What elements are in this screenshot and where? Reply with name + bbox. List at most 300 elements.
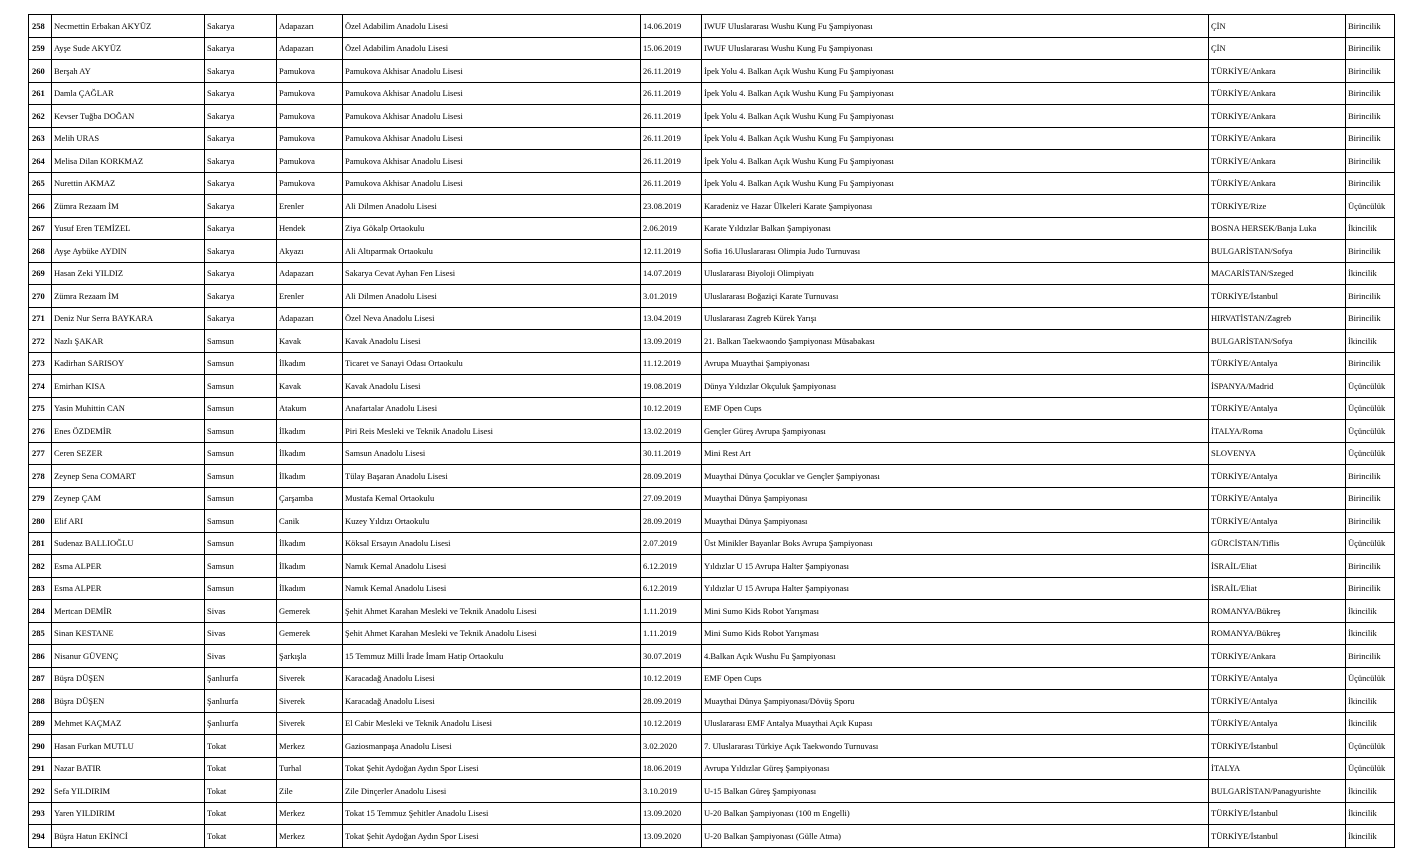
province-cell: Tokat bbox=[205, 780, 277, 803]
date-cell: 13.04.2019 bbox=[641, 307, 702, 330]
date-cell: 26.11.2019 bbox=[641, 172, 702, 195]
location-cell: TÜRKİYE/Antalya bbox=[1209, 690, 1346, 713]
province-cell: Sivas bbox=[205, 645, 277, 668]
table-row bbox=[29, 510, 1395, 533]
location-cell: TÜRKİYE/Ankara bbox=[1209, 127, 1346, 150]
table-row bbox=[29, 487, 1395, 510]
province-cell: Sakarya bbox=[205, 37, 277, 60]
school-cell: Özel Neva Anadolu Lisesi bbox=[343, 307, 641, 330]
location-cell: TÜRKİYE/Ankara bbox=[1209, 82, 1346, 105]
location-cell: TÜRKİYE/Antalya bbox=[1209, 487, 1346, 510]
competition-cell: Avrupa Muaythai Şampiyonası bbox=[702, 352, 1209, 375]
results-table bbox=[28, 14, 1395, 848]
row-number-cell: 285 bbox=[29, 622, 52, 645]
table-row bbox=[29, 240, 1395, 263]
date-cell: 2.06.2019 bbox=[641, 217, 702, 240]
date-cell: 13.09.2019 bbox=[641, 330, 702, 353]
rank-cell: Birincilik bbox=[1346, 37, 1395, 60]
location-cell: TÜRKİYE/Antalya bbox=[1209, 352, 1346, 375]
province-cell: Tokat bbox=[205, 735, 277, 758]
rank-cell: Birincilik bbox=[1346, 105, 1395, 128]
table-row bbox=[29, 397, 1395, 420]
district-cell: Şarkışla bbox=[277, 645, 343, 668]
table-row bbox=[29, 15, 1395, 38]
table-row bbox=[29, 532, 1395, 555]
student-name-cell: Ayşe Sude AKYÜZ bbox=[52, 37, 205, 60]
district-cell: İlkadım bbox=[277, 442, 343, 465]
district-cell: Gemerek bbox=[277, 622, 343, 645]
rank-cell: İkincilik bbox=[1346, 690, 1395, 713]
student-name-cell: Nisanur GÜVENÇ bbox=[52, 645, 205, 668]
table-row bbox=[29, 802, 1395, 825]
competition-cell: Muaythai Dünya Çocuklar ve Gençler Şampiyonası bbox=[702, 465, 1209, 488]
date-cell: 26.11.2019 bbox=[641, 60, 702, 83]
student-name-cell: Büşra DÜŞEN bbox=[52, 690, 205, 713]
province-cell: Samsun bbox=[205, 510, 277, 533]
rank-cell: Üçüncülük bbox=[1346, 397, 1395, 420]
rank-cell: İkincilik bbox=[1346, 622, 1395, 645]
rank-cell: Birincilik bbox=[1346, 285, 1395, 308]
province-cell: Samsun bbox=[205, 442, 277, 465]
school-cell: Samsun Anadolu Lisesi bbox=[343, 442, 641, 465]
table-row bbox=[29, 37, 1395, 60]
school-cell: Ticaret ve Sanayi Odası Ortaokulu bbox=[343, 352, 641, 375]
school-cell: Tokat Şehit Aydoğan Aydın Spor Lisesi bbox=[343, 825, 641, 848]
district-cell: Erenler bbox=[277, 195, 343, 218]
table-body bbox=[29, 15, 1395, 848]
rank-cell: Birincilik bbox=[1346, 60, 1395, 83]
table-row bbox=[29, 375, 1395, 398]
table-row bbox=[29, 60, 1395, 83]
rank-cell: Birincilik bbox=[1346, 82, 1395, 105]
table-row bbox=[29, 667, 1395, 690]
district-cell: Siverek bbox=[277, 712, 343, 735]
student-name-cell: Nazlı ŞAKAR bbox=[52, 330, 205, 353]
competition-cell: Karate Yıldızlar Balkan Şampiyonası bbox=[702, 217, 1209, 240]
province-cell: Samsun bbox=[205, 465, 277, 488]
row-number-cell: 271 bbox=[29, 307, 52, 330]
school-cell: El Cabir Mesleki ve Teknik Anadolu Lisesi bbox=[343, 712, 641, 735]
location-cell: TÜRKİYE/Rize bbox=[1209, 195, 1346, 218]
date-cell: 11.12.2019 bbox=[641, 352, 702, 375]
table-row bbox=[29, 442, 1395, 465]
date-cell: 26.11.2019 bbox=[641, 105, 702, 128]
school-cell: Şehit Ahmet Karahan Mesleki ve Teknik Anadolu Lisesi bbox=[343, 622, 641, 645]
rank-cell: Üçüncülük bbox=[1346, 532, 1395, 555]
rank-cell: İkincilik bbox=[1346, 217, 1395, 240]
competition-cell: U-15 Balkan Güreş Şampiyonası bbox=[702, 780, 1209, 803]
school-cell: 15 Temmuz Milli İrade İmam Hatip Ortaokulu bbox=[343, 645, 641, 668]
location-cell: İSRAİL/Eliat bbox=[1209, 577, 1346, 600]
school-cell: Gaziosmanpaşa Anadolu Lisesi bbox=[343, 735, 641, 758]
competition-cell: U-20 Balkan Şampiyonası (100 m Engelli) bbox=[702, 802, 1209, 825]
rank-cell: İkincilik bbox=[1346, 712, 1395, 735]
district-cell: Akyazı bbox=[277, 240, 343, 263]
competition-cell: IWUF Uluslararası Wushu Kung Fu Şampiyonası bbox=[702, 37, 1209, 60]
competition-cell: Sofia 16.Uluslararası Olimpia Judo Turnuvası bbox=[702, 240, 1209, 263]
province-cell: Samsun bbox=[205, 487, 277, 510]
student-name-cell: Kevser Tuğba DOĞAN bbox=[52, 105, 205, 128]
school-cell: Zile Dinçerler Anadolu Lisesi bbox=[343, 780, 641, 803]
school-cell: Ziya Gökalp Ortaokulu bbox=[343, 217, 641, 240]
date-cell: 28.09.2019 bbox=[641, 510, 702, 533]
location-cell: TÜRKİYE/Antalya bbox=[1209, 667, 1346, 690]
student-name-cell: Ceren SEZER bbox=[52, 442, 205, 465]
date-cell: 28.09.2019 bbox=[641, 690, 702, 713]
row-number-cell: 270 bbox=[29, 285, 52, 308]
school-cell: Sakarya Cevat Ayhan Fen Lisesi bbox=[343, 262, 641, 285]
district-cell: Pamukova bbox=[277, 105, 343, 128]
rank-cell: Üçüncülük bbox=[1346, 375, 1395, 398]
row-number-cell: 279 bbox=[29, 487, 52, 510]
school-cell: Kavak Anadolu Lisesi bbox=[343, 330, 641, 353]
table-row bbox=[29, 330, 1395, 353]
table-row bbox=[29, 352, 1395, 375]
table-row bbox=[29, 622, 1395, 645]
location-cell: TÜRKİYE/İstanbul bbox=[1209, 825, 1346, 848]
district-cell: Pamukova bbox=[277, 150, 343, 173]
table-row bbox=[29, 262, 1395, 285]
district-cell: Hendek bbox=[277, 217, 343, 240]
rank-cell: Üçüncülük bbox=[1346, 757, 1395, 780]
date-cell: 14.07.2019 bbox=[641, 262, 702, 285]
district-cell: Merkez bbox=[277, 735, 343, 758]
school-cell: Pamukova Akhisar Anadolu Lisesi bbox=[343, 60, 641, 83]
competition-cell: 4.Balkan Açık Wushu Fu Şampiyonası bbox=[702, 645, 1209, 668]
student-name-cell: Sefa YILDIRIM bbox=[52, 780, 205, 803]
competition-cell: 21. Balkan Taekwaondo Şampiyonası Müsabakası bbox=[702, 330, 1209, 353]
row-number-cell: 262 bbox=[29, 105, 52, 128]
rank-cell: Birincilik bbox=[1346, 307, 1395, 330]
location-cell: ÇİN bbox=[1209, 15, 1346, 38]
table-row bbox=[29, 195, 1395, 218]
row-number-cell: 291 bbox=[29, 757, 52, 780]
district-cell: İlkadım bbox=[277, 555, 343, 578]
table-row bbox=[29, 735, 1395, 758]
school-cell: Namık Kemal Anadolu Lisesi bbox=[343, 577, 641, 600]
rank-cell: Birincilik bbox=[1346, 240, 1395, 263]
province-cell: Şanlıurfa bbox=[205, 690, 277, 713]
row-number-cell: 260 bbox=[29, 60, 52, 83]
school-cell: Şehit Ahmet Karahan Mesleki ve Teknik Anadolu Lisesi bbox=[343, 600, 641, 623]
district-cell: Siverek bbox=[277, 690, 343, 713]
date-cell: 26.11.2019 bbox=[641, 82, 702, 105]
competition-cell: Muaythai Dünya Şampiyonası/Dövüş Sporu bbox=[702, 690, 1209, 713]
location-cell: TÜRKİYE/Ankara bbox=[1209, 172, 1346, 195]
table-row bbox=[29, 825, 1395, 848]
rank-cell: Üçüncülük bbox=[1346, 735, 1395, 758]
row-number-cell: 294 bbox=[29, 825, 52, 848]
school-cell: Karacadağ Anadolu Lisesi bbox=[343, 667, 641, 690]
date-cell: 10.12.2019 bbox=[641, 667, 702, 690]
district-cell: Pamukova bbox=[277, 127, 343, 150]
district-cell: Erenler bbox=[277, 285, 343, 308]
student-name-cell: Emirhan KISA bbox=[52, 375, 205, 398]
row-number-cell: 288 bbox=[29, 690, 52, 713]
competition-cell: İpek Yolu 4. Balkan Açık Wushu Kung Fu Şampiyonası bbox=[702, 172, 1209, 195]
date-cell: 2.07.2019 bbox=[641, 532, 702, 555]
competition-cell: Karadeniz ve Hazar Ülkeleri Karate Şampiyonası bbox=[702, 195, 1209, 218]
location-cell: TÜRKİYE/İstanbul bbox=[1209, 735, 1346, 758]
school-cell: Kavak Anadolu Lisesi bbox=[343, 375, 641, 398]
student-name-cell: Necmettin Erbakan AKYÜZ bbox=[52, 15, 205, 38]
student-name-cell: Zeynep Sena COMART bbox=[52, 465, 205, 488]
province-cell: Samsun bbox=[205, 397, 277, 420]
row-number-cell: 278 bbox=[29, 465, 52, 488]
district-cell: Pamukova bbox=[277, 82, 343, 105]
district-cell: Adapazarı bbox=[277, 15, 343, 38]
district-cell: Zile bbox=[277, 780, 343, 803]
table-row bbox=[29, 285, 1395, 308]
table-row bbox=[29, 172, 1395, 195]
student-name-cell: Zeynep ÇAM bbox=[52, 487, 205, 510]
student-name-cell: Ayşe Aybüke AYDIN bbox=[52, 240, 205, 263]
school-cell: Anafartalar Anadolu Lisesi bbox=[343, 397, 641, 420]
row-number-cell: 284 bbox=[29, 600, 52, 623]
competition-cell: İpek Yolu 4. Balkan Açık Wushu Kung Fu Şampiyonası bbox=[702, 150, 1209, 173]
location-cell: ROMANYA/Bükreş bbox=[1209, 622, 1346, 645]
student-name-cell: Enes ÖZDEMİR bbox=[52, 420, 205, 443]
location-cell: TÜRKİYE/Antalya bbox=[1209, 465, 1346, 488]
district-cell: Turhal bbox=[277, 757, 343, 780]
row-number-cell: 266 bbox=[29, 195, 52, 218]
row-number-cell: 264 bbox=[29, 150, 52, 173]
location-cell: TÜRKİYE/Antalya bbox=[1209, 510, 1346, 533]
province-cell: Tokat bbox=[205, 757, 277, 780]
row-number-cell: 265 bbox=[29, 172, 52, 195]
row-number-cell: 277 bbox=[29, 442, 52, 465]
rank-cell: Birincilik bbox=[1346, 577, 1395, 600]
table-row bbox=[29, 600, 1395, 623]
province-cell: Şanlıurfa bbox=[205, 712, 277, 735]
rank-cell: Üçüncülük bbox=[1346, 667, 1395, 690]
date-cell: 1.11.2019 bbox=[641, 600, 702, 623]
location-cell: TÜRKİYE/Ankara bbox=[1209, 150, 1346, 173]
date-cell: 23.08.2019 bbox=[641, 195, 702, 218]
row-number-cell: 259 bbox=[29, 37, 52, 60]
district-cell: İlkadım bbox=[277, 352, 343, 375]
date-cell: 27.09.2019 bbox=[641, 487, 702, 510]
student-name-cell: Nazar BATIR bbox=[52, 757, 205, 780]
student-name-cell: Esma ALPER bbox=[52, 577, 205, 600]
district-cell: Merkez bbox=[277, 802, 343, 825]
student-name-cell: Sudenaz BALLIOĞLU bbox=[52, 532, 205, 555]
competition-cell: Muaythai Dünya Şampiyonası bbox=[702, 487, 1209, 510]
school-cell: Pamukova Akhisar Anadolu Lisesi bbox=[343, 82, 641, 105]
student-name-cell: Yusuf Eren TEMİZEL bbox=[52, 217, 205, 240]
district-cell: Siverek bbox=[277, 667, 343, 690]
location-cell: GÜRCİSTAN/Tiflis bbox=[1209, 532, 1346, 555]
rank-cell: Üçüncülük bbox=[1346, 442, 1395, 465]
rank-cell: İkincilik bbox=[1346, 825, 1395, 848]
school-cell: Tokat 15 Temmuz Şehitler Anadolu Lisesi bbox=[343, 802, 641, 825]
location-cell: HIRVATİSTAN/Zagreb bbox=[1209, 307, 1346, 330]
location-cell: TÜRKİYE/Ankara bbox=[1209, 105, 1346, 128]
location-cell: İTALYA/Roma bbox=[1209, 420, 1346, 443]
province-cell: Samsun bbox=[205, 420, 277, 443]
competition-cell: İpek Yolu 4. Balkan Açık Wushu Kung Fu Şampiyonası bbox=[702, 105, 1209, 128]
district-cell: İlkadım bbox=[277, 420, 343, 443]
date-cell: 12.11.2019 bbox=[641, 240, 702, 263]
location-cell: TÜRKİYE/Antalya bbox=[1209, 712, 1346, 735]
date-cell: 28.09.2019 bbox=[641, 465, 702, 488]
row-number-cell: 292 bbox=[29, 780, 52, 803]
table-row bbox=[29, 465, 1395, 488]
province-cell: Samsun bbox=[205, 577, 277, 600]
rank-cell: İkincilik bbox=[1346, 780, 1395, 803]
competition-cell: Yıldızlar U 15 Avrupa Halter Şampiyonası bbox=[702, 555, 1209, 578]
student-name-cell: Hasan Zeki YILDIZ bbox=[52, 262, 205, 285]
school-cell: Mustafa Kemal Ortaokulu bbox=[343, 487, 641, 510]
rank-cell: Birincilik bbox=[1346, 555, 1395, 578]
date-cell: 15.06.2019 bbox=[641, 37, 702, 60]
competition-cell: Muaythai Dünya Şampiyonası bbox=[702, 510, 1209, 533]
date-cell: 3.10.2019 bbox=[641, 780, 702, 803]
student-name-cell: Melisa Dilan KORKMAZ bbox=[52, 150, 205, 173]
competition-cell: EMF Open Cups bbox=[702, 667, 1209, 690]
province-cell: Sakarya bbox=[205, 105, 277, 128]
table-row bbox=[29, 307, 1395, 330]
student-name-cell: Hasan Furkan MUTLU bbox=[52, 735, 205, 758]
rank-cell: Birincilik bbox=[1346, 127, 1395, 150]
district-cell: Adapazarı bbox=[277, 307, 343, 330]
row-number-cell: 258 bbox=[29, 15, 52, 38]
rank-cell: Birincilik bbox=[1346, 487, 1395, 510]
table-row bbox=[29, 127, 1395, 150]
row-number-cell: 276 bbox=[29, 420, 52, 443]
date-cell: 13.09.2020 bbox=[641, 802, 702, 825]
location-cell: İTALYA bbox=[1209, 757, 1346, 780]
competition-cell: U-20 Balkan Şampiyonası (Gülle Atma) bbox=[702, 825, 1209, 848]
row-number-cell: 274 bbox=[29, 375, 52, 398]
competition-cell: Mini Rest Art bbox=[702, 442, 1209, 465]
district-cell: Merkez bbox=[277, 825, 343, 848]
school-cell: Kuzey Yıldızı Ortaokulu bbox=[343, 510, 641, 533]
location-cell: BULGARİSTAN/Sofya bbox=[1209, 240, 1346, 263]
table-row bbox=[29, 780, 1395, 803]
district-cell: Kavak bbox=[277, 330, 343, 353]
competition-cell: Yıldızlar U 15 Avrupa Halter Şampiyonası bbox=[702, 577, 1209, 600]
rank-cell: Birincilik bbox=[1346, 645, 1395, 668]
rank-cell: Birincilik bbox=[1346, 150, 1395, 173]
row-number-cell: 280 bbox=[29, 510, 52, 533]
province-cell: Şanlıurfa bbox=[205, 667, 277, 690]
district-cell: Kavak bbox=[277, 375, 343, 398]
rank-cell: Üçüncülük bbox=[1346, 195, 1395, 218]
date-cell: 13.09.2020 bbox=[641, 825, 702, 848]
location-cell: TÜRKİYE/İstanbul bbox=[1209, 802, 1346, 825]
student-name-cell: Nurettin AKMAZ bbox=[52, 172, 205, 195]
student-name-cell: Zümra Rezaam İM bbox=[52, 195, 205, 218]
province-cell: Samsun bbox=[205, 555, 277, 578]
province-cell: Sakarya bbox=[205, 262, 277, 285]
province-cell: Sakarya bbox=[205, 150, 277, 173]
date-cell: 10.12.2019 bbox=[641, 712, 702, 735]
school-cell: Namık Kemal Anadolu Lisesi bbox=[343, 555, 641, 578]
student-name-cell: Mehmet KAÇMAZ bbox=[52, 712, 205, 735]
row-number-cell: 269 bbox=[29, 262, 52, 285]
school-cell: Köksal Ersayın Anadolu Lisesi bbox=[343, 532, 641, 555]
location-cell: TÜRKİYE/Antalya bbox=[1209, 397, 1346, 420]
table-row bbox=[29, 690, 1395, 713]
province-cell: Samsun bbox=[205, 330, 277, 353]
date-cell: 3.01.2019 bbox=[641, 285, 702, 308]
table-row bbox=[29, 420, 1395, 443]
student-name-cell: Berşah AY bbox=[52, 60, 205, 83]
student-name-cell: Mertcan DEMİR bbox=[52, 600, 205, 623]
school-cell: Özel Adabilim Anadolu Lisesi bbox=[343, 15, 641, 38]
location-cell: TÜRKİYE/İstanbul bbox=[1209, 285, 1346, 308]
district-cell: Canik bbox=[277, 510, 343, 533]
rank-cell: Birincilik bbox=[1346, 15, 1395, 38]
competition-cell: Dünya Yıldızlar Okçuluk Şampiyonası bbox=[702, 375, 1209, 398]
date-cell: 6.12.2019 bbox=[641, 555, 702, 578]
district-cell: İlkadım bbox=[277, 577, 343, 600]
rank-cell: Üçüncülük bbox=[1346, 420, 1395, 443]
date-cell: 1.11.2019 bbox=[641, 622, 702, 645]
location-cell: İSPANYA/Madrid bbox=[1209, 375, 1346, 398]
competition-cell: 7. Uluslararası Türkiye Açık Taekwondo Turnuvası bbox=[702, 735, 1209, 758]
school-cell: Pamukova Akhisar Anadolu Lisesi bbox=[343, 105, 641, 128]
date-cell: 30.07.2019 bbox=[641, 645, 702, 668]
province-cell: Sakarya bbox=[205, 82, 277, 105]
competition-cell: Uluslararası EMF Antalya Muaythai Açık Kupası bbox=[702, 712, 1209, 735]
competition-cell: Gençler Güreş Avrupa Şampiyonası bbox=[702, 420, 1209, 443]
student-name-cell: Sinan KESTANE bbox=[52, 622, 205, 645]
location-cell: TÜRKİYE/Ankara bbox=[1209, 60, 1346, 83]
row-number-cell: 275 bbox=[29, 397, 52, 420]
school-cell: Ali Dilmen Anadolu Lisesi bbox=[343, 285, 641, 308]
school-cell: Piri Reis Mesleki ve Teknik Anadolu Lisesi bbox=[343, 420, 641, 443]
row-number-cell: 267 bbox=[29, 217, 52, 240]
province-cell: Sivas bbox=[205, 600, 277, 623]
student-name-cell: Melih URAS bbox=[52, 127, 205, 150]
date-cell: 3.02.2020 bbox=[641, 735, 702, 758]
school-cell: Ali Altıparmak Ortaokulu bbox=[343, 240, 641, 263]
student-name-cell: Kadirhan SARISOY bbox=[52, 352, 205, 375]
district-cell: Pamukova bbox=[277, 172, 343, 195]
district-cell: Çarşamba bbox=[277, 487, 343, 510]
rank-cell: Birincilik bbox=[1346, 352, 1395, 375]
province-cell: Sakarya bbox=[205, 240, 277, 263]
school-cell: Tülay Başaran Anadolu Lisesi bbox=[343, 465, 641, 488]
location-cell: SLOVENYA bbox=[1209, 442, 1346, 465]
competition-cell: İpek Yolu 4. Balkan Açık Wushu Kung Fu Şampiyonası bbox=[702, 82, 1209, 105]
province-cell: Sakarya bbox=[205, 217, 277, 240]
table-row bbox=[29, 645, 1395, 668]
date-cell: 13.02.2019 bbox=[641, 420, 702, 443]
province-cell: Sakarya bbox=[205, 195, 277, 218]
row-number-cell: 290 bbox=[29, 735, 52, 758]
student-name-cell: Esma ALPER bbox=[52, 555, 205, 578]
row-number-cell: 261 bbox=[29, 82, 52, 105]
location-cell: İSRAİL/Eliat bbox=[1209, 555, 1346, 578]
table-row bbox=[29, 82, 1395, 105]
rank-cell: İkincilik bbox=[1346, 802, 1395, 825]
date-cell: 30.11.2019 bbox=[641, 442, 702, 465]
rank-cell: Birincilik bbox=[1346, 172, 1395, 195]
school-cell: Pamukova Akhisar Anadolu Lisesi bbox=[343, 150, 641, 173]
date-cell: 26.11.2019 bbox=[641, 150, 702, 173]
rank-cell: Birincilik bbox=[1346, 510, 1395, 533]
school-cell: Pamukova Akhisar Anadolu Lisesi bbox=[343, 127, 641, 150]
student-name-cell: Yaren YILDIRIM bbox=[52, 802, 205, 825]
date-cell: 6.12.2019 bbox=[641, 577, 702, 600]
table-row bbox=[29, 150, 1395, 173]
competition-cell: İpek Yolu 4. Balkan Açık Wushu Kung Fu Şampiyonası bbox=[702, 60, 1209, 83]
table-row bbox=[29, 757, 1395, 780]
row-number-cell: 286 bbox=[29, 645, 52, 668]
